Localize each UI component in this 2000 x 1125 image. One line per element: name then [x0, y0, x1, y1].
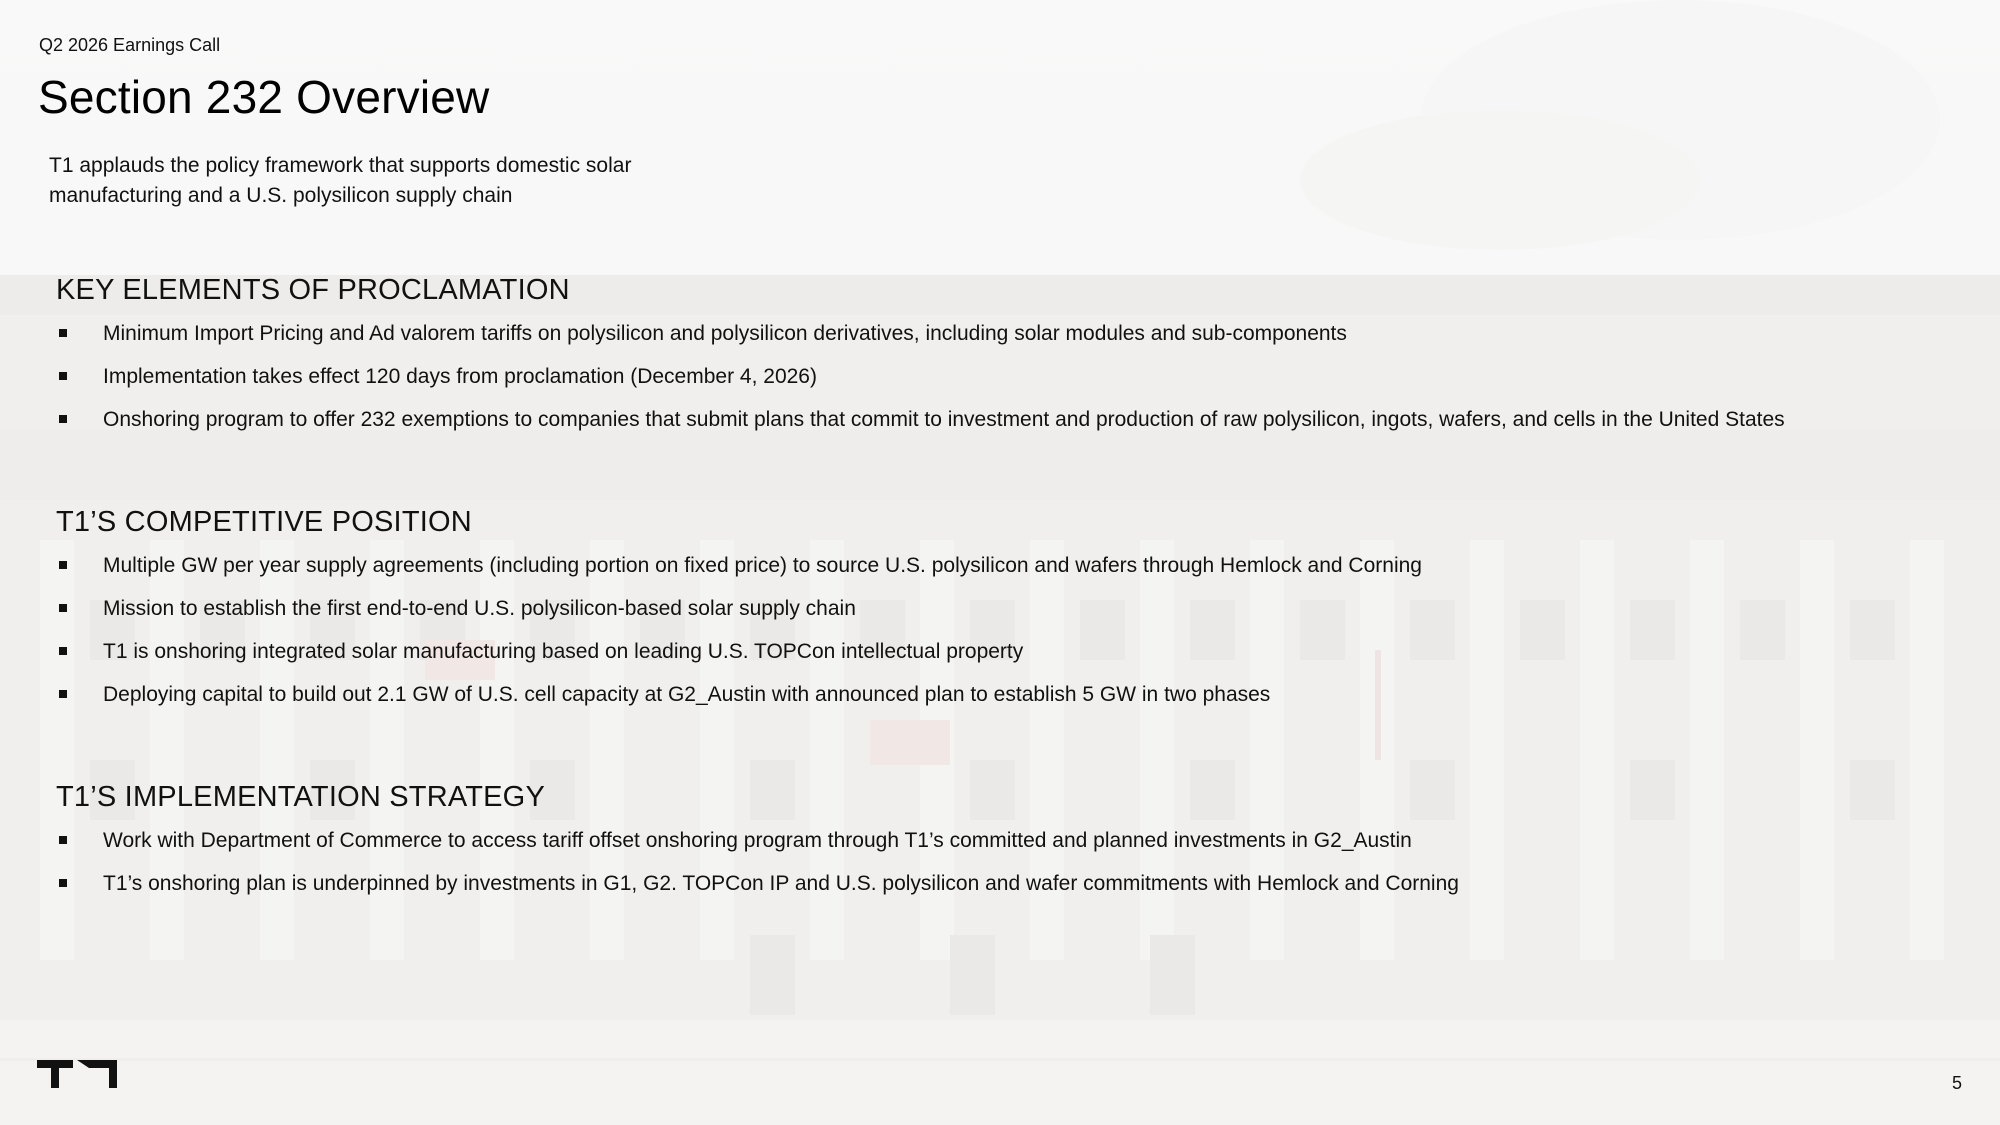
- section-key-elements: [56, 274, 1956, 448]
- list-item: [56, 637, 1956, 667]
- list-item-text: Onshoring program to offer 232 exemptions to companies that submit plans that commit to investment and production of raw polysilicon, ingots, wafers, and cells in the United States: [103, 408, 1785, 431]
- list-item: [56, 869, 1956, 899]
- slide-eyebrow: Q2 2026 Earnings Call: [39, 35, 221, 55]
- intro-text: T1 applauds the policy framework that supports domestic solar manufacturing and a U.S. polysilicon supply chain: [49, 154, 632, 207]
- section-competitive-position: [56, 506, 1956, 723]
- square-bullet-icon: [59, 604, 67, 612]
- square-bullet-icon: [59, 329, 67, 337]
- list-item-text: Multiple GW per year supply agreements (including portion on fixed price) to source U.S. polysilicon and wafers through Hemlock and Corning: [103, 554, 1422, 577]
- list-item: [56, 319, 1956, 349]
- list-item-text: T1 is onshoring integrated solar manufacturing based on leading U.S. TOPCon intellectual property: [103, 640, 1024, 663]
- square-bullet-icon: [59, 836, 67, 844]
- square-bullet-icon: [59, 690, 67, 698]
- list-item-text: Work with Department of Commerce to access tariff offset onshoring program through T1’s committed and planned investments in G2_Austin: [103, 829, 1412, 852]
- bullet-list: [56, 551, 1956, 710]
- square-bullet-icon: [59, 372, 67, 380]
- list-item: [56, 551, 1956, 581]
- section-heading: T1’S COMPETITIVE POSITION: [56, 506, 472, 538]
- list-item-text: T1’s onshoring plan is underpinned by investments in G1, G2. TOPCon IP and U.S. polysilicon and wafer commitments with Hemlock and Corning: [103, 872, 1459, 895]
- list-item: [56, 826, 1956, 856]
- page-title: Section 232 Overview: [38, 71, 490, 123]
- list-item-text: Mission to establish the first end-to-end U.S. polysilicon-based solar supply chain: [103, 597, 856, 620]
- square-bullet-icon: [59, 415, 67, 423]
- list-item: [56, 680, 1956, 710]
- section-heading: KEY ELEMENTS OF PROCLAMATION: [56, 274, 570, 306]
- section-heading: T1’S IMPLEMENTATION STRATEGY: [56, 781, 545, 813]
- square-bullet-icon: [59, 561, 67, 569]
- square-bullet-icon: [59, 879, 67, 887]
- bullet-list: [56, 826, 1956, 899]
- list-item: [56, 594, 1956, 624]
- list-item-text: Deploying capital to build out 2.1 GW of U.S. cell capacity at G2_Austin with announced plan to establish 5 GW in two phases: [103, 683, 1271, 706]
- t1-logo: [37, 1060, 117, 1088]
- square-bullet-icon: [59, 647, 67, 655]
- list-item: [56, 362, 1956, 392]
- list-item: [56, 405, 1956, 435]
- section-implementation-strategy: [56, 781, 1956, 912]
- list-item-text: Implementation takes effect 120 days from proclamation (December 4, 2026): [103, 365, 817, 388]
- list-item-text: Minimum Import Pricing and Ad valorem tariffs on polysilicon and polysilicon derivatives, including solar modules and sub-components: [103, 322, 1347, 345]
- bullet-list: [56, 319, 1956, 435]
- page-number: 5: [1951, 1073, 1962, 1093]
